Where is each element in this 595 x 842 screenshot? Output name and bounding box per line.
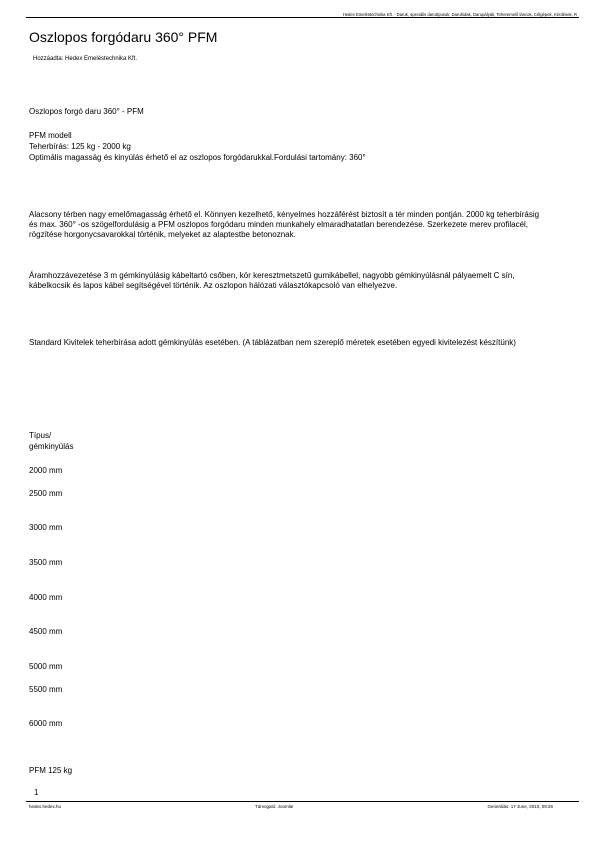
page-title: Oszlopos forgódaru 360° PFM xyxy=(29,29,218,45)
table-header: Típus/ gémkinyúlás xyxy=(29,431,74,451)
table-row: 3000 mm xyxy=(29,523,63,532)
table-row: 6000 mm xyxy=(29,719,63,728)
footer-url-link[interactable]: hedex.hedex.hu xyxy=(29,804,62,809)
table-row: 5500 mm xyxy=(29,685,63,694)
table-row: 2000 mm xyxy=(29,466,63,475)
model-line: PFM modell xyxy=(29,131,72,140)
paragraph-standard: Standard Kivitelek teherbírása adott gémkinyúlás esetében. (A táblázatban nem szereplő méretek esetében egyedi kivitelezést készítünk) xyxy=(29,338,516,347)
optimal-line: Optimális magasság és kinyúlás érhető el az oszlopos forgódarukkal.Fordulási tartomány: 360° xyxy=(29,153,366,162)
header-rule xyxy=(26,17,579,18)
table-row: 4500 mm xyxy=(29,627,63,636)
page-number: 1 xyxy=(34,788,39,797)
header-breadcrumb: Hedex Emeléstechnika Kft. - Daruk, speciális darutípusok, Daruhidak, Darupályák, Teheremelő láncok, Célgépek, Kérdések, R xyxy=(342,12,577,17)
table-row: 2500 mm xyxy=(29,489,63,498)
footer-rule xyxy=(26,801,579,802)
table-row: 5000 mm xyxy=(29,662,63,671)
bottom-label: PFM 125 kg xyxy=(29,766,73,775)
capacity-line: Teherbírás: 125 kg - 2000 kg xyxy=(29,142,131,151)
author-line: Hozzáadta: Hedex Emeléstechnika Kft. xyxy=(33,56,138,62)
paragraph-description: Alacsony térben nagy emelőmagasság érhető el. Könnyen kezelhető, kényelmes hozzáférést biztosít a tér minden pontján. 2000 kg teherbírásig és max. 360° -os szögelfordulásig a PFM oszlopos forgódaru minden munkahely elmaradhatatlan berendezése. Szerkezete merev profilacél, rögzítése horgonycsavarokkal történik, melyeket az alaptestbe betonoznak. xyxy=(29,210,540,239)
product-subtitle: Oszlopos forgó daru 360° - PFM xyxy=(29,107,144,116)
footer-generated-date: Generálás: 17 June, 2010, 09:26 xyxy=(487,804,553,809)
footer-powered-by: Támogató: Joomla! xyxy=(255,804,294,809)
table-row: 3500 mm xyxy=(29,558,63,567)
table-row: 4000 mm xyxy=(29,593,63,602)
paragraph-power-supply: Áramhozzávezetése 3 m gémkinyúlásig kábeltartó csőben, kör keresztmetszetű gumikábellel, nagyobb gémkinyúlásnál pályaemelt C sín, kábelkocsik és lapos kábel segítségével történik. Az oszlopon hálózati választókapcsoló van elhelyezve. xyxy=(29,271,515,290)
